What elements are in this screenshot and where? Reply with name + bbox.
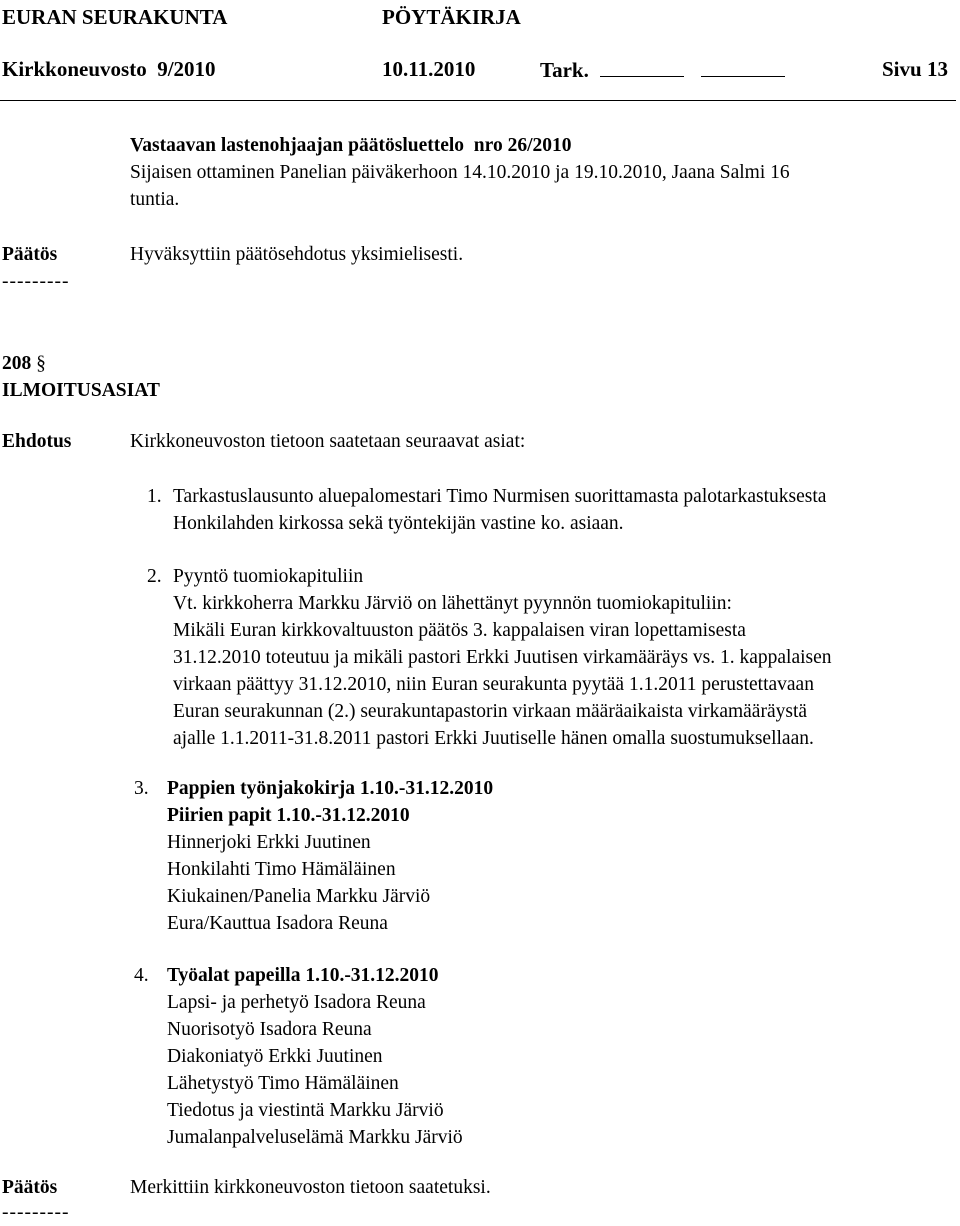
decision-text: Merkittiin kirkkoneuvoston tietoon saatetuksi. <box>130 1177 491 1198</box>
list-item-line: Honkilahti Timo Hämäläinen <box>167 859 396 880</box>
list-item-line: virkaan päättyy 31.12.2010, niin Euran seurakunta pyytää 1.1.2011 perustettavaan <box>173 674 814 695</box>
list-item-line: Kiukainen/Panelia Markku Järviö <box>167 886 431 907</box>
list-item-line: Eura/Kauttua Isadora Reuna <box>167 913 388 934</box>
list-item-number: 1. <box>147 486 162 507</box>
meeting-number: Kirkkoneuvosto 9/2010 <box>2 57 216 81</box>
section-title: ILMOITUSASIAT <box>2 380 160 401</box>
check-blank-1 <box>600 56 684 77</box>
meeting-date: 10.11.2010 <box>382 57 476 81</box>
list-item-line: Hinnerjoki Erkki Juutinen <box>167 832 371 853</box>
check-label-text: Tark. <box>540 58 589 82</box>
decision-dashes: --------- <box>2 271 70 292</box>
section-symbol: § <box>36 353 46 374</box>
section-number-text: 208 <box>2 353 32 374</box>
list-item-line: Lähetystyö Timo Hämäläinen <box>167 1073 399 1094</box>
list-item-number: 4. <box>134 965 149 986</box>
list-item-line: Diakoniatyö Erkki Juutinen <box>167 1046 383 1067</box>
list-item-line: Vt. kirkkoherra Markku Järviö on lähettänyt pyynnön tuomiokapituliin: <box>173 593 732 614</box>
check-label <box>540 56 785 84</box>
decision-label: Päätös <box>2 1177 58 1198</box>
list-item-line: ajalle 1.1.2011-31.8.2011 pastori Erkki Juutiselle hänen omalla suostumuksellaan. <box>173 728 814 749</box>
item-title: Vastaavan lastenohjaajan päätösluettelo nro 26/2010 <box>130 135 572 156</box>
list-item-line: 31.12.2010 toteutuu ja mikäli pastori Erkki Juutisen virkamääräys vs. 1. kappalaisen <box>173 647 832 668</box>
section-number <box>2 350 46 377</box>
list-item-line: Honkilahden kirkossa sekä työntekijän vastine ko. asiaan. <box>173 513 624 534</box>
list-item-number: 2. <box>147 566 162 587</box>
list-item-line: Jumalanpalveluselämä Markku Järviö <box>167 1127 463 1148</box>
proposal-label: Ehdotus <box>2 431 72 452</box>
proposal-text: Kirkkoneuvoston tietoon saatetaan seuraavat asiat: <box>130 431 526 452</box>
check-blank-2 <box>701 56 785 77</box>
list-item-line: Tiedotus ja viestintä Markku Järviö <box>167 1100 444 1121</box>
doc-type: PÖYTÄKIRJA <box>382 5 521 29</box>
list-item-title: Pappien työnjakokirja 1.10.-31.12.2010 <box>167 778 494 799</box>
decision-dashes: --------- <box>2 1202 70 1223</box>
decision-label: Päätös <box>2 244 58 265</box>
list-item-number: 3. <box>134 778 149 799</box>
list-item-title: Pyyntö tuomiokapituliin <box>173 566 364 587</box>
list-item-subtitle: Piirien papit 1.10.-31.12.2010 <box>167 805 410 826</box>
list-item-line: Nuorisotyö Isadora Reuna <box>167 1019 372 1040</box>
list-item-line: Lapsi- ja perhetyö Isadora Reuna <box>167 992 426 1013</box>
org-name: EURAN SEURAKUNTA <box>2 5 228 29</box>
list-item-line: Mikäli Euran kirkkovaltuuston päätös 3. kappalaisen viran lopettamisesta <box>173 620 746 641</box>
list-item-line: Tarkastuslausunto aluepalomestari Timo Nurmisen suorittamasta palotarkastuksesta <box>173 486 827 507</box>
header-rule <box>0 100 956 101</box>
list-item-title: Työalat papeilla 1.10.-31.12.2010 <box>167 965 439 986</box>
decision-text: Hyväksyttiin päätösehdotus yksimielisesti. <box>130 244 464 265</box>
list-item-line: Euran seurakunnan (2.) seurakuntapastorin virkaan määräaikaista virkamääräystä <box>173 701 808 722</box>
item-text-line: tuntia. <box>130 189 180 210</box>
item-text-line: Sijaisen ottaminen Panelian päiväkerhoon 14.10.2010 ja 19.10.2010, Jaana Salmi 16 <box>130 162 790 183</box>
page-number: Sivu 13 <box>882 57 948 81</box>
